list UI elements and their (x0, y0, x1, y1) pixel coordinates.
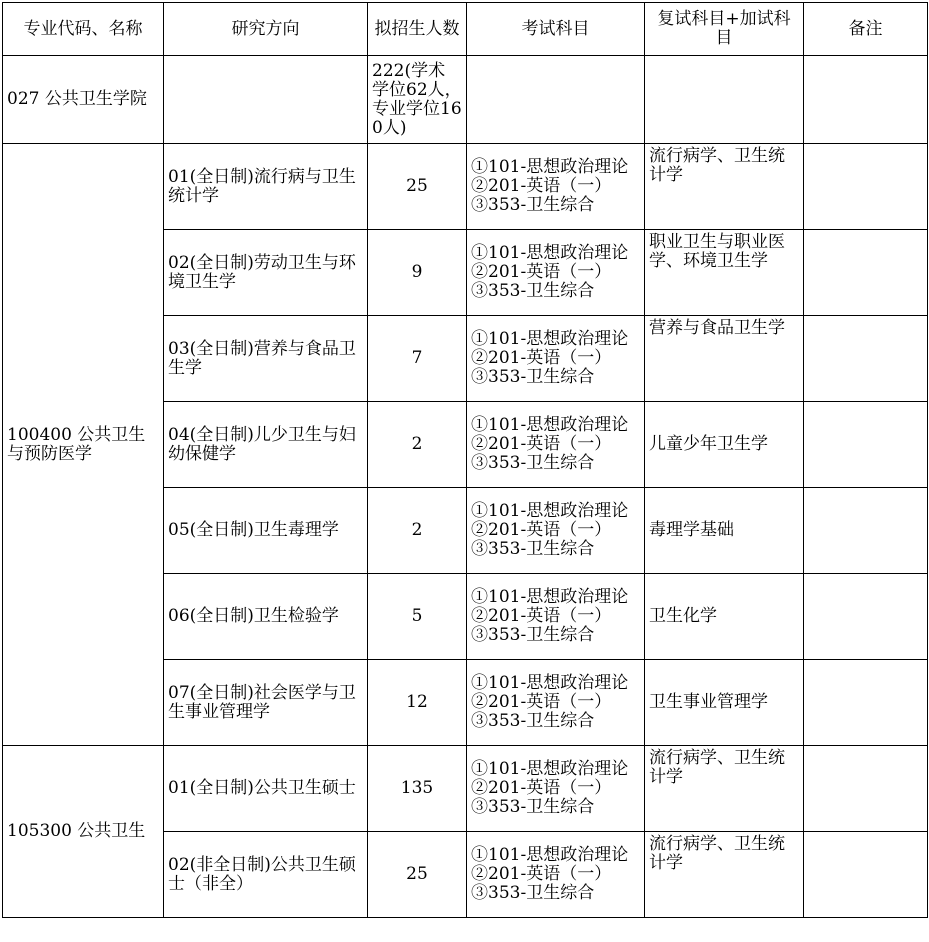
direction-cell: 02(全日制)劳动卫生与环境卫生学 (164, 230, 368, 316)
exam-line: ②201-英语（一） (471, 606, 612, 626)
exam-line: ①101-思想政治理论 (471, 845, 629, 865)
quota-cell: 9 (368, 230, 467, 316)
note-cell (804, 660, 928, 746)
quota-cell: 2 (368, 488, 467, 574)
header-code-name: 专业代码、名称 (3, 3, 164, 56)
exam-line: ①101-思想政治理论 (471, 243, 629, 263)
exam-line: ①101-思想政治理论 (471, 329, 629, 349)
note-cell (804, 832, 928, 918)
school-note (804, 56, 928, 144)
school-direction (164, 56, 368, 144)
exam-line: ②201-英语（一） (471, 176, 612, 196)
exam-line: ③353-卫生综合 (471, 281, 595, 301)
direction-cell: 03(全日制)营养与食品卫生学 (164, 316, 368, 402)
exam-line: ③353-卫生综合 (471, 539, 595, 559)
retest-cell: 卫生事业管理学 (645, 660, 804, 746)
exam-line: ③353-卫生综合 (471, 797, 595, 817)
quota-cell: 25 (368, 832, 467, 918)
quota-cell: 135 (368, 746, 467, 832)
retest-cell: 流行病学、卫生统计学 (645, 832, 804, 918)
school-quota: 222(学术学位62人，专业学位160人) (368, 56, 467, 144)
exam-cell (467, 832, 645, 918)
exam-line: ③353-卫生综合 (471, 367, 595, 387)
header-retest: 复试科目+加试科目 (645, 3, 804, 56)
exam-line: ②201-英语（一） (471, 778, 612, 798)
school-row (3, 56, 928, 144)
major2-code-name: 105300 公共卫生 (3, 746, 164, 918)
exam-cell (467, 746, 645, 832)
header-direction: 研究方向 (164, 3, 368, 56)
exam-cell (467, 230, 645, 316)
direction-cell: 02(非全日制)公共卫生硕士（非全） (164, 832, 368, 918)
exam-cell (467, 402, 645, 488)
admissions-table (2, 2, 928, 918)
table-row (3, 746, 928, 832)
note-cell (804, 144, 928, 230)
quota-cell: 12 (368, 660, 467, 746)
retest-cell: 儿童少年卫生学 (645, 402, 804, 488)
exam-line: ③353-卫生综合 (471, 711, 595, 731)
quota-cell: 5 (368, 574, 467, 660)
direction-cell: 01(全日制)流行病与卫生统计学 (164, 144, 368, 230)
exam-cell (467, 574, 645, 660)
exam-line: ③353-卫生综合 (471, 453, 595, 473)
school-code-name: 027 公共卫生学院 (3, 56, 164, 144)
exam-line: ①101-思想政治理论 (471, 673, 629, 693)
direction-cell: 07(全日制)社会医学与卫生事业管理学 (164, 660, 368, 746)
direction-cell: 05(全日制)卫生毒理学 (164, 488, 368, 574)
school-retest (645, 56, 804, 144)
table-row (3, 144, 928, 230)
exam-cell (467, 144, 645, 230)
note-cell (804, 316, 928, 402)
exam-cell (467, 316, 645, 402)
exam-line: ①101-思想政治理论 (471, 157, 629, 177)
retest-cell: 流行病学、卫生统计学 (645, 144, 804, 230)
exam-line: ①101-思想政治理论 (471, 759, 629, 779)
note-cell (804, 746, 928, 832)
exam-line: ①101-思想政治理论 (471, 501, 629, 521)
exam-line: ③353-卫生综合 (471, 625, 595, 645)
quota-cell: 25 (368, 144, 467, 230)
exam-line: ②201-英语（一） (471, 864, 612, 884)
note-cell (804, 488, 928, 574)
exam-line: ②201-英语（一） (471, 692, 612, 712)
note-cell (804, 402, 928, 488)
header-exam: 考试科目 (467, 3, 645, 56)
direction-cell: 04(全日制)儿少卫生与妇幼保健学 (164, 402, 368, 488)
direction-cell: 01(全日制)公共卫生硕士 (164, 746, 368, 832)
exam-line: ③353-卫生综合 (471, 883, 595, 903)
note-cell (804, 230, 928, 316)
retest-cell: 毒理学基础 (645, 488, 804, 574)
retest-cell: 营养与食品卫生学 (645, 316, 804, 402)
retest-cell: 卫生化学 (645, 574, 804, 660)
exam-cell (467, 488, 645, 574)
direction-cell: 06(全日制)卫生检验学 (164, 574, 368, 660)
exam-line: ③353-卫生综合 (471, 195, 595, 215)
header-row (3, 3, 928, 56)
note-cell (804, 574, 928, 660)
exam-line: ①101-思想政治理论 (471, 415, 629, 435)
retest-cell: 职业卫生与职业医学、环境卫生学 (645, 230, 804, 316)
exam-line: ②201-英语（一） (471, 520, 612, 540)
quota-cell: 7 (368, 316, 467, 402)
header-note: 备注 (804, 3, 928, 56)
exam-cell (467, 660, 645, 746)
exam-line: ②201-英语（一） (471, 434, 612, 454)
exam-line: ②201-英语（一） (471, 348, 612, 368)
exam-line: ①101-思想政治理论 (471, 587, 629, 607)
retest-cell: 流行病学、卫生统计学 (645, 746, 804, 832)
quota-cell: 2 (368, 402, 467, 488)
header-quota: 拟招生人数 (368, 3, 467, 56)
exam-line: ②201-英语（一） (471, 262, 612, 282)
school-exam (467, 56, 645, 144)
major1-code-name: 100400 公共卫生与预防医学 (3, 144, 164, 746)
